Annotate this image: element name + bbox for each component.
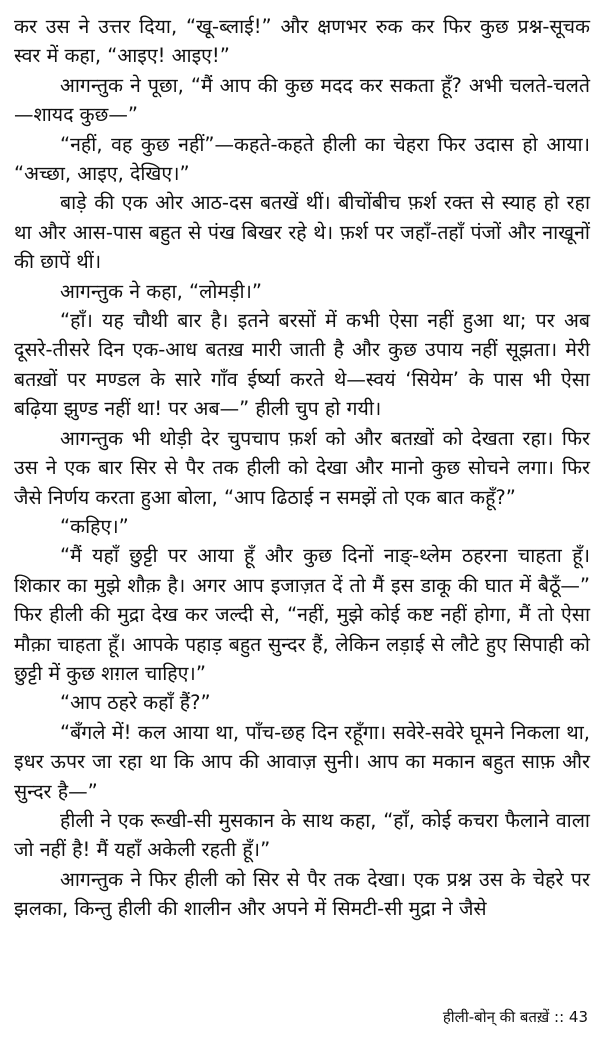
paragraph-8: “कहिए।” — [60, 514, 129, 538]
paragraph-13: आगन्तुक ने फिर हीली को सिर से पैर तक देखा। एक प्रश्न उस के चेहरे पर झलका, किन्तु हीली की शालीन और अपने में सिमटी-सी मुद्रा ने जैसे — [14, 867, 590, 921]
paragraph-4: बाड़े की एक ओर आठ-दस बतखें थीं। बीचोंबीच फ़र्श रक्त से स्याह हो रहा था और आस-पास बहुत से पंख बिखर रहे थे। फ़र्श पर जहाँ-तहाँ पंजों और नाखूनों की छापें थीं। — [14, 191, 590, 274]
running-title: हीली-बोन् की बतख़ें — [442, 1008, 550, 1026]
paragraph-12: हीली ने एक रूखी-सी मुसकान के साथ कहा, “हाँ, कोई कचरा फैलाने वाला जो नहीं है! मैं यहाँ अकेली रहती हूँ।” — [14, 808, 590, 862]
page-footer — [443, 1007, 588, 1027]
paragraph-6: “हाँ। यह चौथी बार है। इतने बरसों में कभी ऐसा नहीं हुआ था; पर अब दूसरे-तीसरे दिन एक-आध बतख़ मारी जाती है और कुछ उपाय नहीं सूझता। मेरी बतख़ों पर मण्डल के सारे गाँव ईर्ष्या करते थे—स्वयं ‘सियेम’ के पास भी ऐसा बढ़िया झुण्ड नहीं था! पर अब—” हीली चुप हो गयी। — [14, 309, 590, 421]
paragraph-11: “बँगले में! कल आया था, पाँच-छह दिन रहूँगा। सवेरे-सवेरे घूमने निकला था, इधर ऊपर जा रहा था कि आप की आवाज़ सुनी। आप का मकान बहुत साफ़ और सुन्दर है—” — [14, 720, 590, 803]
paragraph-3: “नहीं, वह कुछ नहीं”—कहते-कहते हीली का चेहरा फिर उदास हो आया। “अच्छा, आइए, देखिए।” — [14, 132, 590, 186]
paragraph-7: आगन्तुक भी थोड़ी देर चुपचाप फ़र्श को और बतख़ों को देखता रहा। फिर उस ने एक बार सिर से पैर तक हीली को देखा और मानो कुछ सोचने लगा। फिर जैसे निर्णय करता हुआ बोला, “आप ढिठाई न समझें तो एक बात कहूँ?” — [14, 426, 590, 509]
paragraph-2: आगन्तुक ने पूछा, “मैं आप की कुछ मदद कर सकता हूँ? अभी चलते-चलते—शायद कुछ—” — [14, 73, 590, 127]
story-text — [14, 12, 590, 924]
page-number: 43 — [568, 1008, 588, 1026]
paragraph-9: “मैं यहाँ छुट्टी पर आया हूँ और कुछ दिनों नाङ्-थ्लेम ठहरना चाहता हूँ। शिकार का मुझे शौक़ है। अगर आप इजाज़त दें तो मैं इस डाकू की घात में बैठूँ—” फिर हीली की मुद्रा देख कर जल्दी से, “नहीं, मुझे कोई कष्ट नहीं होगा, मैं तो ऐसा मौक़ा चाहता हूँ। आपके पहाड़ बहुत सुन्दर हैं, लेकिन लड़ाई से लौटे हुए सिपाही को छुट्टी में कुछ शग़ल चाहिए।” — [14, 544, 590, 685]
footer-separator: :: — [554, 1008, 565, 1026]
paragraph-5: आगन्तुक ने कहा, “लोमड़ी।” — [60, 279, 263, 303]
paragraph-10: “आप ठहरे कहाँ हैं?” — [60, 691, 211, 715]
paragraph-1: कर उस ने उत्तर दिया, “खू-ब्लाई!” और क्षणभर रुक कर फिर कुछ प्रश्न-सूचक स्वर में कहा, “आइए! आइए!” — [14, 15, 590, 68]
